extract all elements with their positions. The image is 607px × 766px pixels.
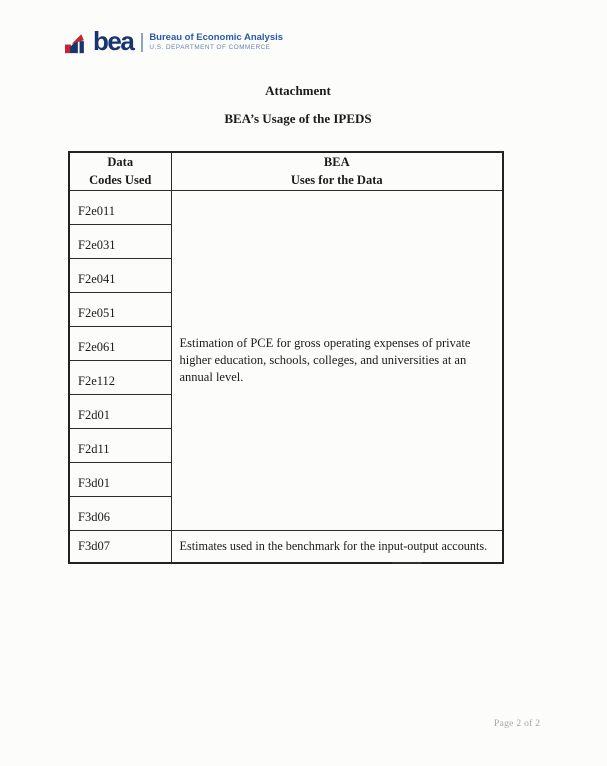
logo-divider bbox=[141, 33, 143, 52]
data-code-cell: F2e011 bbox=[69, 191, 171, 225]
bea-logo bbox=[64, 26, 284, 57]
attachment-title: Attachment bbox=[265, 83, 331, 98]
data-code-cell: F2e112 bbox=[69, 361, 171, 395]
ipeds-usage-table bbox=[68, 151, 504, 564]
header-bea-uses-line2: Uses for the Data bbox=[290, 172, 383, 187]
table-row-last bbox=[69, 531, 503, 563]
bea-chart-arrow-icon bbox=[64, 30, 90, 54]
data-code-cell: F3d07 bbox=[69, 531, 171, 563]
last-use-cell: Estimates used in the benchmark for the input-output accounts. bbox=[171, 531, 503, 563]
logo-wordmark bbox=[149, 33, 283, 51]
bea-logo-acronym: bea bbox=[93, 26, 134, 57]
header-bea-uses bbox=[171, 152, 503, 191]
data-code-cell: F2e041 bbox=[69, 259, 171, 293]
data-code-cell: F3d01 bbox=[69, 463, 171, 497]
scan-smudge bbox=[392, 562, 422, 564]
data-code-cell: F3d06 bbox=[69, 497, 171, 531]
data-code-cell: F2e061 bbox=[69, 327, 171, 361]
logo-org-name: Bureau of Economic Analysis bbox=[149, 31, 284, 43]
header-bea-uses-line1: BEA bbox=[323, 155, 350, 169]
logo-dept-name: U.S. DEPARTMENT OF COMMERCE bbox=[149, 43, 271, 51]
page-number: Page 2 of 2 bbox=[494, 719, 541, 729]
data-code-cell: F2e051 bbox=[69, 293, 171, 327]
table-header-row bbox=[69, 152, 503, 191]
header-data-codes-line2: Codes Used bbox=[89, 172, 152, 187]
data-code-cell: F2d01 bbox=[69, 395, 171, 429]
table-row bbox=[69, 191, 503, 225]
merged-use-cell: Estimation of PCE for gross operating expenses of private higher education, schools, colleges, and universities at an annual level. bbox=[171, 191, 503, 531]
data-code-cell: F2e031 bbox=[69, 225, 171, 259]
document-title: BEA’s Usage of the IPEDS bbox=[224, 111, 372, 126]
header-data-codes-line1: Data bbox=[107, 155, 134, 169]
scan-smudge bbox=[500, 150, 502, 153]
header-data-codes bbox=[69, 152, 171, 191]
data-code-cell: F2d11 bbox=[69, 429, 171, 463]
